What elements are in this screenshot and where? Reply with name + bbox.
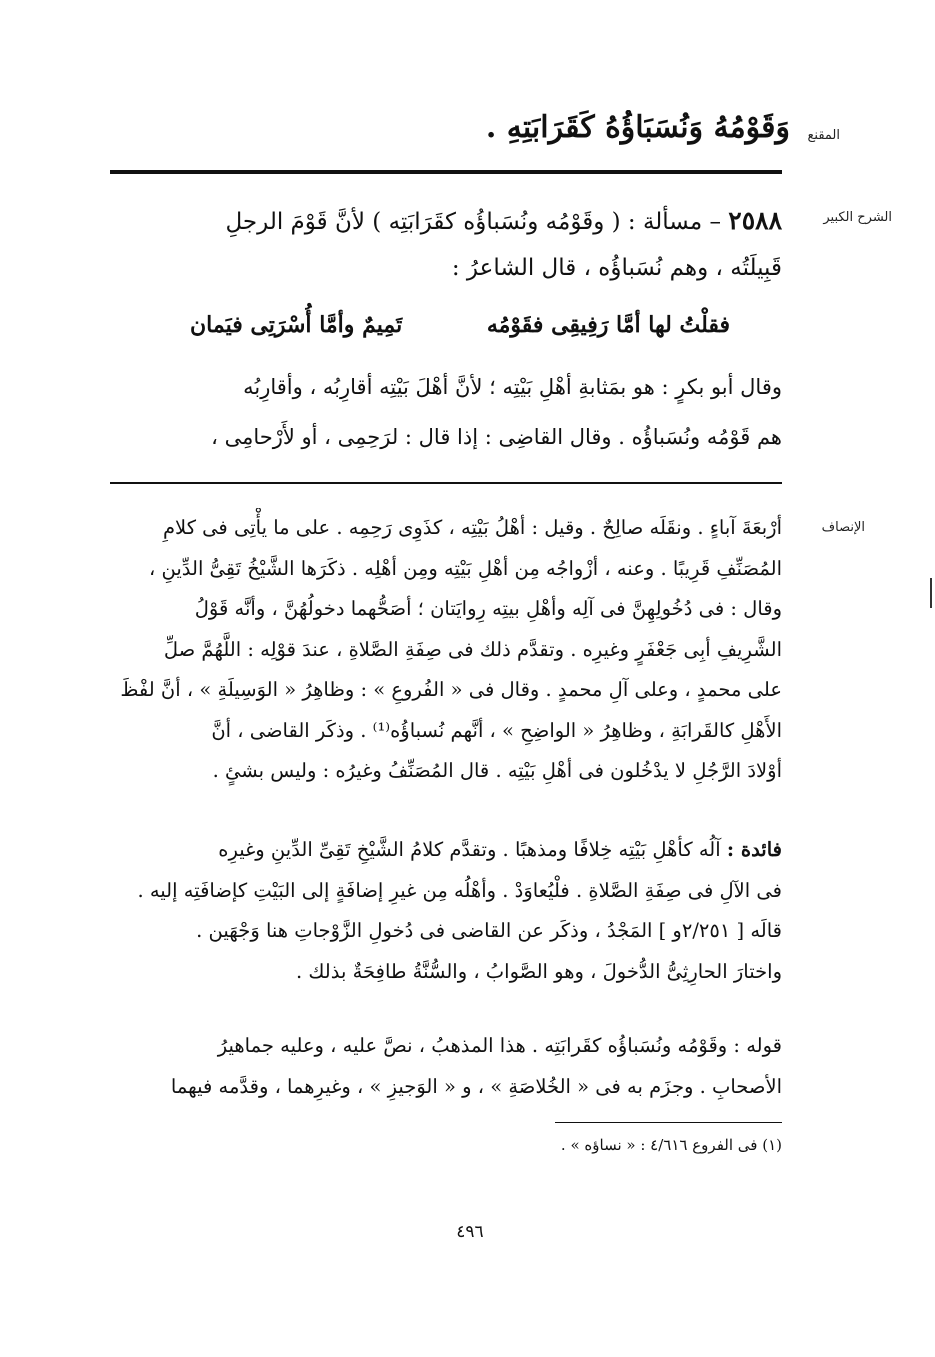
insaf-p2-line-3: قالَه [ ٢/٢٥١و ] المَجْدُ ، وذكَر عن القاضى فى دُخولِ الزَّوْجاتِ هنا وَجْهَين . xyxy=(196,919,782,942)
sharh-line-1 xyxy=(110,198,782,245)
insaf-p1-line-7: أوْلادَ الرَّجُلِ لا يدْخُلون فى أهْلِ بَيْتِه . قال المُصَنِّفُ وغيرُه : وليس بشئٍ . xyxy=(212,759,782,782)
insaf-p3-line-2: الأصحابِ . وجزَم به فى « الخُلاصَةِ » ، و « الوَجيزِ » ، وغيرِهما ، وقدَّمه فيهما xyxy=(170,1074,782,1098)
issue-number: ٢٥٨٨ xyxy=(728,206,782,235)
sharh-label: الشرح الكبير xyxy=(823,210,892,225)
verse-left: تَمِيمٌ وأمَّا أُسْرَتِى فيَمان xyxy=(190,312,403,338)
verse-right: فقلْتُ لها أمَّا رَفِيقِى فقَوْمُه xyxy=(486,312,730,338)
sharh-block xyxy=(110,198,782,291)
muqni-label: المقنع xyxy=(807,128,840,143)
insaf-para-3 xyxy=(110,1026,782,1107)
insaf-p3-line-1: قوله : وقَوْمُه ونُسَباؤُه كقَرابَتِه . هذا المذهبُ ، نصَّ عليه ، وعليه جماهيرُ xyxy=(217,1034,782,1057)
insaf-p1-line-5: على محمدٍ ، وعلى آلِ محمدٍ . وقال فى « الفُروعِ » : وظاهِرُ « الوَسِيلَةِ » ، أنَّ لفْظَ xyxy=(120,678,782,701)
page-number: ٤٩٦ xyxy=(456,1222,484,1242)
footnote: (١) فى الفروع ٤/٦١٦ : « نساؤه » . xyxy=(560,1136,782,1154)
insaf-p1-line-4: الشَّرِيفِ أبِى جَعْفَرٍ وغيرِه . وتقدَّم ذلك فى صِفَةِ الصَّلاةِ ، عندَ قوْلِه : اللَّهُمَّ صلِّ xyxy=(163,637,782,661)
insaf-p1-line-2: المُصَنِّفِ قَرِيبًا . وعنه ، أزْواجُه مِن أهْلِ بَيْتِه ومِن أهْلِه . ذكَرَها الشَّيْخُ تَقِىُّ الدِّينِ ، xyxy=(149,556,782,580)
sharh-line-4: هم قَوْمُه ونُسَباؤُه . وقال القاضِى : إذا قال : لرَحِمِى ، أو لأَرْحامِى ، xyxy=(211,425,782,449)
sharh-line-2: قَبِيلَتُه ، وهم نُسَباؤُه ، قال الشاعرُ : xyxy=(451,255,782,281)
insaf-p2-line-1-text: آلُه كأهْلِ بَيْتِه خِلافًا ومذهبًا . وتقدَّم كلامُ الشَّيْخِ تَقِىِّ الدِّينِ وغيرِه xyxy=(218,838,721,861)
insaf-label: الإنصاف xyxy=(821,520,865,535)
faida-label: فائدة : xyxy=(726,838,782,861)
page-edge-mark xyxy=(930,578,932,608)
insaf-p2-line-1 xyxy=(110,830,782,871)
sharh-block-after xyxy=(110,362,782,462)
top-rule xyxy=(110,170,782,174)
insaf-p2-line-4: واختارَ الحارِثِىُّ الدُّخولَ ، وهو الصَّوابُ ، والسُّنَّةُ طافِحَةٌ بذلك . xyxy=(295,959,782,983)
sharh-line-3: وقال أبو بكرٍ : هو بمَثابةِ أهْلِ بَيْتِه ؛ لأنَّ أهْلَ بَيْتِه أقارِبُه ، وأقارِبُه xyxy=(243,375,782,399)
mid-rule xyxy=(110,482,782,484)
muqni-text: وَقَوْمُهُ وَنُسَبَاؤُهُ كَقَرَابَتِهِ . xyxy=(485,110,790,145)
insaf-para-1 xyxy=(110,508,782,792)
insaf-p1-line-1: أرْبعَةَ آباءٍ . ونقَلَه صالِحٌ . وقيل : أهْلُ بَيْتِه ، كذَوِى رَحِمِه . على ما يأْتِى فى كلامِ xyxy=(162,516,782,539)
insaf-p1-line-6: الأَهْلِ كالقَرابَةِ ، وظاهِرُ « الواضِحِ » ، أنَّهم نُسباؤُه⁽¹⁾ . وذكَر القاضى ، أنَّ xyxy=(211,718,782,742)
insaf-para-2 xyxy=(110,830,782,992)
sharh-line-1-text: مسألة : ( وقَوْمُه ونُسَباؤُه كقَرَابَتِه ) لأنَّ قَوْمَ الرجلِ xyxy=(225,209,703,235)
insaf-p2-line-2: فى الآلِ فى صِفَةِ الصَّلاةِ . فلْيُعاوَدْ . وأهْلُه مِن غيرِ إضافَةٍ إلى البَيْتِ كإضافَتِه إليه . xyxy=(137,878,782,902)
footnote-rule xyxy=(555,1122,782,1123)
insaf-p1-line-3: وقال : فى دُخُولِهِنَّ فى آلِه وأهْلِ بيتِه رِوايَتان ؛ أصَحُّهما دخولُهُنَّ ، وأنَّه قَوْلُ xyxy=(194,597,782,620)
issue-dash: – xyxy=(702,209,721,235)
